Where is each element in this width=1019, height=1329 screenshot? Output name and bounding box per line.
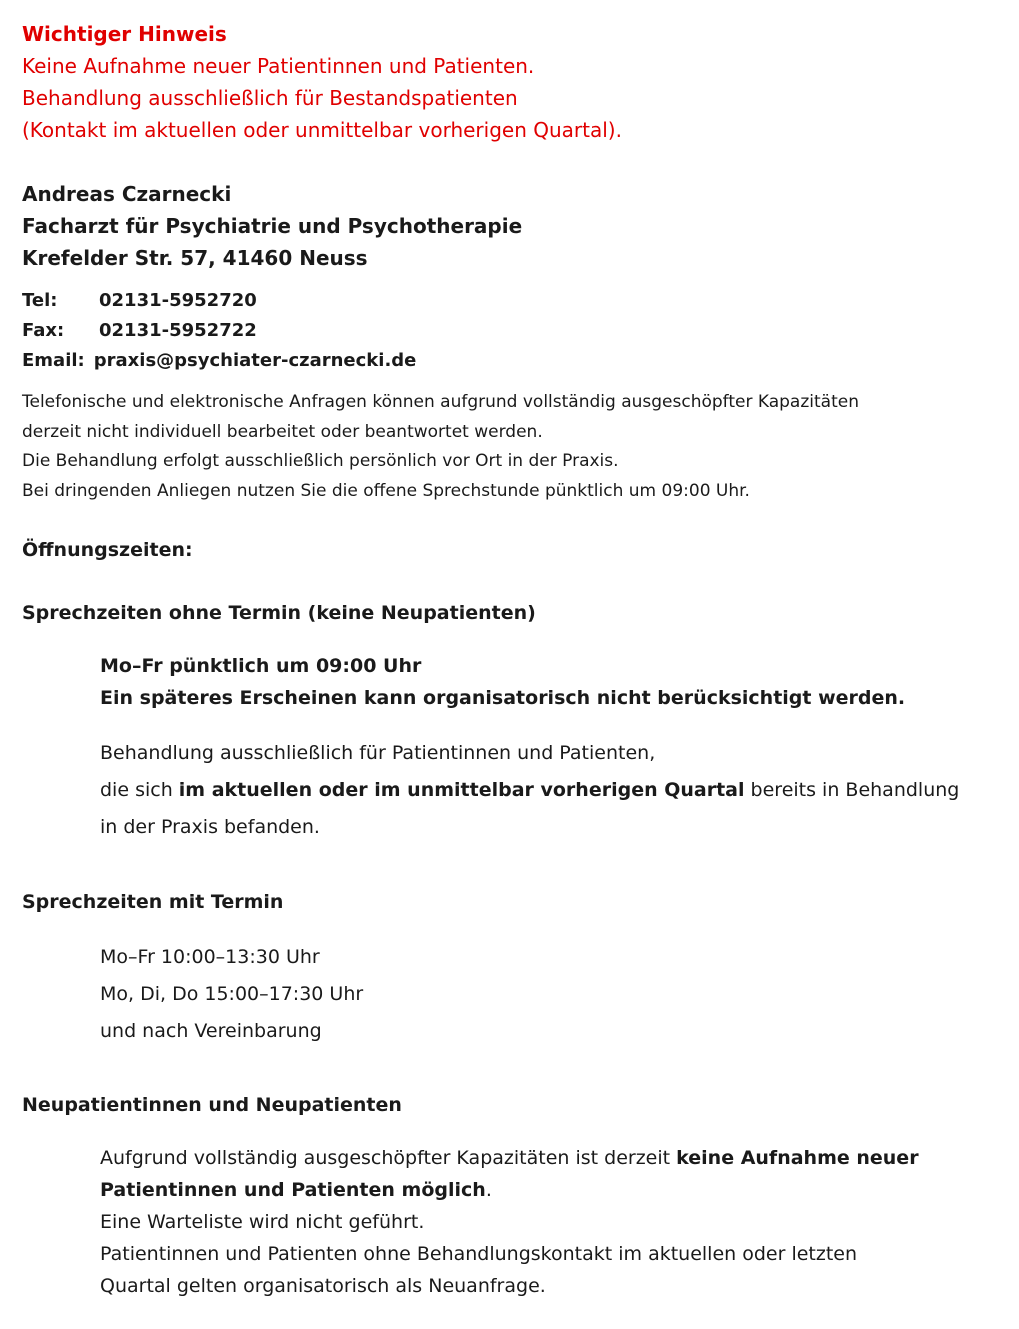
walk-in-heading: Sprechzeiten ohne Termin (keine Neupatienten)	[22, 602, 536, 624]
notice-title: Wichtiger Hinweis	[22, 22, 227, 46]
email-label: Email:	[22, 350, 85, 371]
appointment-line: Mo, Di, Do 15:00–17:30 Uhr	[100, 983, 364, 1005]
fax-row	[22, 316, 1007, 346]
new-patients-heading: Neupatientinnen und Neupatienten	[22, 1094, 402, 1116]
walk-in-desc-emphasis: im aktuellen oder im unmittelbar vorherigen Quartal	[178, 779, 745, 801]
tel-label: Tel:	[22, 290, 58, 311]
email-row	[22, 346, 1007, 376]
tel-row	[22, 286, 1007, 316]
new-patients-line	[100, 1174, 1007, 1206]
email-address[interactable]: praxis@psychiater-czarnecki.de	[93, 350, 417, 371]
walk-in-desc-text: die sich	[100, 779, 179, 801]
info-line: Bei dringenden Anliegen nutzen Sie die offene Sprechstunde pünktlich um 09:00 Uhr.	[22, 480, 750, 501]
walk-in-warning-line: Ein späteres Erscheinen kann organisatorisch nicht berücksichtigt werden.	[100, 687, 906, 709]
notice-line: Keine Aufnahme neuer Patientinnen und Patienten.	[22, 54, 535, 78]
practice-address: Krefelder Str. 57, 41460 Neuss	[22, 246, 368, 270]
appointment-line: Mo–Fr 10:00–13:30 Uhr	[100, 946, 320, 968]
walk-in-desc-line: Behandlung ausschließlich für Patientinnen und Patienten,	[100, 742, 656, 764]
walk-in-desc-text: bereits in Behandlung	[744, 779, 960, 801]
walk-in-desc-line	[100, 772, 1007, 809]
appointment-times	[100, 939, 1007, 1050]
fax-number: 02131-5952722	[99, 320, 257, 341]
walk-in-desc-line: in der Praxis befanden.	[100, 816, 320, 838]
new-patients-text	[100, 1142, 1007, 1302]
opening-hours-heading: Öffnungszeiten:	[22, 539, 193, 561]
notice-line: (Kontakt im aktuellen oder unmittelbar vorherigen Quartal).	[22, 118, 622, 142]
important-notice	[22, 18, 1007, 146]
new-patients-text-part: Aufgrund vollständig ausgeschöpfter Kapazitäten ist derzeit	[100, 1147, 677, 1169]
info-paragraph	[22, 388, 1007, 506]
info-line: derzeit nicht individuell bearbeitet oder beantwortet werden.	[22, 421, 543, 442]
notice-line: Behandlung ausschließlich für Bestandspatienten	[22, 86, 518, 110]
info-line: Telefonische und elektronische Anfragen können aufgrund vollständig ausgeschöpfter Kapazitäten	[22, 392, 859, 412]
new-patients-line: Quartal gelten organisatorisch als Neuanfrage.	[100, 1275, 546, 1297]
appointment-heading: Sprechzeiten mit Termin	[22, 891, 284, 913]
new-patients-emphasis: Patientinnen und Patienten möglich	[100, 1179, 486, 1201]
info-line: Die Behandlung erfolgt ausschließlich persönlich vor Ort in der Praxis.	[22, 451, 619, 471]
new-patients-text-part: .	[485, 1179, 492, 1201]
page-content	[22, 18, 1007, 1302]
contact-block	[22, 286, 1007, 376]
appointment-line: und nach Vereinbarung	[100, 1020, 322, 1042]
doctor-name: Andreas Czarnecki	[22, 182, 232, 206]
fax-label: Fax:	[22, 320, 65, 341]
walk-in-times	[100, 650, 1007, 714]
practice-address-block	[22, 178, 1007, 274]
new-patients-line: Patientinnen und Patienten ohne Behandlungskontakt im aktuellen oder letzten	[100, 1243, 858, 1265]
new-patients-emphasis: keine Aufnahme neuer	[676, 1147, 919, 1169]
doctor-specialty: Facharzt für Psychiatrie und Psychotherapie	[22, 214, 523, 238]
tel-number[interactable]: 02131-5952720	[99, 290, 257, 311]
waitlist-line: Eine Warteliste wird nicht geführt.	[100, 1211, 425, 1233]
new-patients-line	[100, 1142, 1007, 1174]
walk-in-description	[100, 735, 1007, 846]
walk-in-time-line: Mo–Fr pünktlich um 09:00 Uhr	[100, 655, 422, 677]
